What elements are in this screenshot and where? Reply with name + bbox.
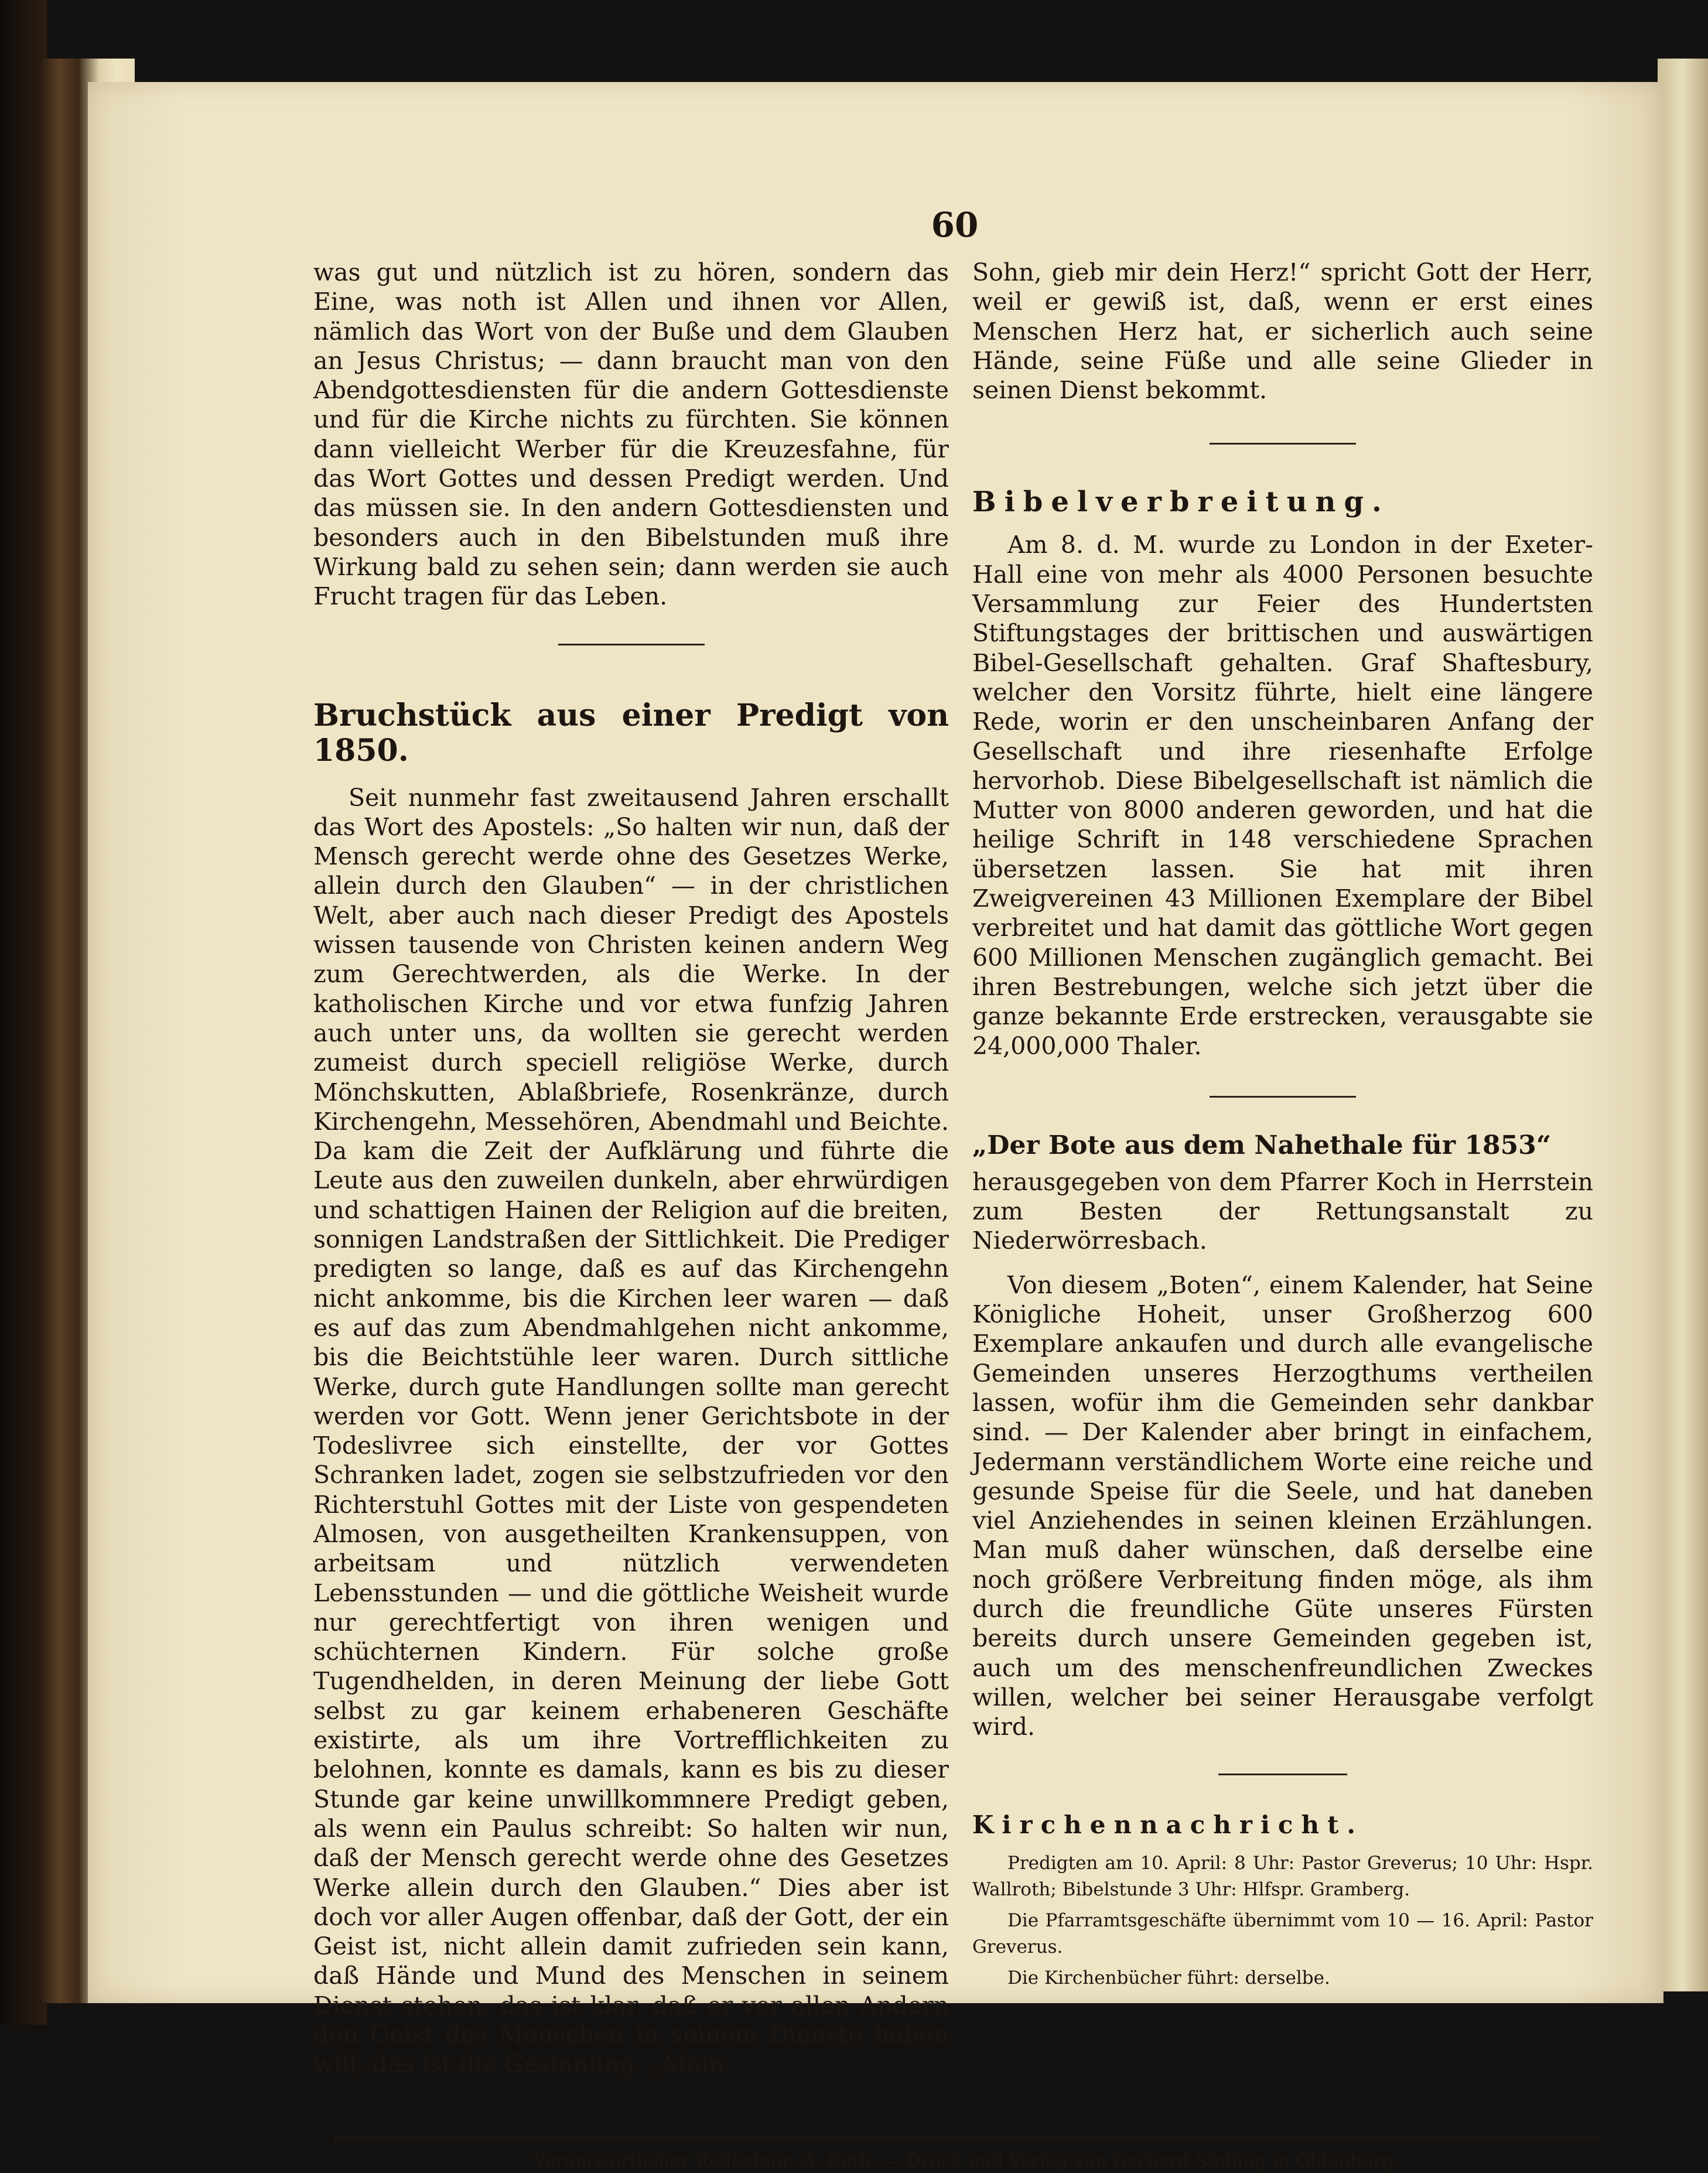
imprint-line: Verantwortlicher Redacteur: A. Roth. — Druck und Verlag von Gerhard Stalling in Oldenburg. (533, 2151, 1400, 2172)
right-paragraph-1: Sohn, gieb mir dein Herz!“ spricht Gott der Herr, weil er gewiß ist, daß, wenn er erst eines Menschen Herz hat, er sicherlich auch seine Hände, seine Füße und alle seine Glieder in seinen Dienst bekommt. (972, 258, 1593, 405)
section-heading-bruchstueck: Bruchstück aus einer Predigt von 1850. (313, 697, 949, 768)
section-heading-kirchennachricht: Kirchennachricht. (972, 1810, 1364, 1840)
church-notice-registers: Die Kirchenbücher führt: derselbe. (1007, 1967, 1330, 1989)
section-heading-bote: „Der Bote aus dem Nahethale für 1853“ (972, 1130, 1552, 1160)
page-number: 60 (931, 205, 979, 245)
book-spine (0, 0, 47, 2025)
left-column (313, 258, 949, 2079)
left-paragraph-2: Seit nunmehr fast zweitausend Jahren erschallt das Wort des Apostels: „So halten wir nun, daß der Mensch gerecht werde ohne des Gesetzes Werke, allein durch den Glauben“ — in der christlichen Welt, aber auch nach dieser Predigt des Apostels wissen tausende von Christen keinen andern Weg zum Gerechtwerden, als die Werke. In der katholischen Kirche und vor etwa funfzig Jahren auch unter uns, da wollten sie gerecht werden zumeist durch speciell religiöse Werke, durch Mönchskutten, Ablaßbriefe, Rosenkränze, durch Kirchengehn, Messehören, Abendmahl und Beichte. Da kam die Zeit der Aufklärung und führte die Leute aus den zuweilen dunkeln, aber ehrwürdigen und schattigen Hainen der Religion auf die breiten, sonnigen Landstraßen der Sittlichkeit. Die Prediger predigten so lange, daß es auf das Kirchengehn nicht ankomme, bis die Kirchen leer waren — daß es auf das zum Abendmahlgehen nicht ankomme, bis die Beichtstühle leer waren. Durch sittliche Werke, durch gute Handlungen sollte man gerecht werden vor Gott. Wenn jener Gerichtsbote in der Todeslivree sich einstellte, der vor Gottes Schranken ladet, zogen sie selbstzufrieden vor den Richterstuhl Gottes mit der Liste von gespendeten Almosen, von ausgetheilten Krankensuppen, von arbeitsam und nützlich verwendeten Lebensstunden — und die göttliche Weisheit wurde nur gerechtfertigt von ihren wenigen und schüchternen Kindern. Für solche große Tugendhelden, in deren Meinung der liebe Gott selbst zu gar keinem erhabeneren Geschäfte existirte, als um ihre Vortrefflichkeiten zu belohnen, konnte es damals, kann es bis zu dieser Stunde gar keine unwillkommnere Predigt geben, als wenn ein Paulus schreibt: So halten wir nun, daß der Mensch gerecht werde ohne des Gesetzes Werke allein durch den Glauben.“ Dies aber ist doch vor aller Augen offenbar, daß der Gott, der ein Geist ist, nicht allein damit zufrieden sein kann, daß Hände und Mund des Menschen in seinem Dienst stehen; das ist klar, daß er vor allen Andern den Geist des Menschen in seinem Dienste haben will, das ist die Gesinnung. „Mein (313, 783, 949, 2079)
right-paragraph-2: Am 8. d. M. wurde zu London in der Exeter-Hall eine von mehr als 4000 Personen besuchte Versammlung zur Feier des Hundertsten Stiftungstages der brittischen und auswärtigen Bibel-Gesellschaft gehalten. Graf Shaftesbury, welcher den Vorsitz führte, hielt eine längere Rede, worin er den unscheinbaren Anfang der Gesellschaft und ihre riesenhafte Erfolge hervorhob. Diese Bibelgesellschaft ist nämlich die Mutter von 8000 anderen geworden, und hat die heilige Schrift in 148 verschiedene Sprachen übersetzen lassen. Sie hat mit ihren Zweigvereinen 43 Millionen Exemplare der Bibel verbreitet und hat damit das göttliche Wort gegen 600 Millionen Menschen zugänglich gemacht. Bei ihren Bestrebungen, welche sich jetzt über die ganze bekannte Erde erstrecken, verausgabte sie 24,000,000 Thaler. (972, 531, 1593, 1060)
church-notice-office: Die Pfarramtsgeschäfte übernimmt vom 10 — 16. April: Pastor Greverus. (972, 1910, 1593, 1958)
footer-rule (334, 2136, 1599, 2140)
right-paragraph-3: Von diesem „Boten“, einem Kalender, hat Seine Königliche Hoheit, unser Großherzog 600 Exemplare ankaufen und durch alle evangelische Gemeinden unseres Herzogthums vertheilen lassen, wofür ihm die Gemeinden sehr dankbar sind. — Der Kalender aber bringt in einfachem, Jedermann verständlichem Worte eine reiche und gesunde Speise für die Seele, und hat daneben viel Anziehendes in seinen kleinen Erzählungen. Man muß daher wünschen, daß derselbe eine noch größere Verbreitung finden möge, als ihm durch die freundliche Güte unseres Fürsten bereits durch unsere Gemeinden gegeben ist, auch um des menschenfreundlichen Zweckes willen, welcher bei seiner Herausgabe verfolgt wird. (972, 1270, 1593, 1741)
footer-rule-thin (334, 2142, 1599, 2143)
right-column (972, 258, 1593, 1991)
left-paragraph-1: was gut und nützlich ist zu hören, sondern das Eine, was noth ist Allen und ihnen vor Allen, nämlich das Wort von der Buße und dem Glauben an Jesus Christus; — dann braucht man von den Abendgottesdiensten für die andern Gottesdienste und für die Kirche nichts zu fürchten. Sie können dann vielleicht Werber für die Kreuzesfahne, für das Wort Gottes und dessen Predigt werden. Und das müssen sie. In den andern Gottesdiensten und besonders auch in den Bibelstunden muß ihre Wirkung bald zu sehen sein; dann werden sie auch Frucht tragen für das Leben. (313, 258, 949, 611)
facing-page-edge (1658, 59, 1708, 1991)
church-notice (972, 1850, 1593, 1991)
church-notice-sermons: Predigten am 10. April: 8 Uhr: Pastor Greverus; 10 Uhr: Hspr. Wallroth; Bibelstunde 3 Uhr: Hlfspr. Gramberg. (972, 1853, 1593, 1901)
bote-subheading: herausgegeben von dem Pfarrer Koch in Herrstein zum Besten der Rettungsanstalt zu Niederwörresbach. (972, 1167, 1593, 1255)
section-heading-bibelverbreitung: Bibelverbreitung. (972, 486, 1390, 519)
